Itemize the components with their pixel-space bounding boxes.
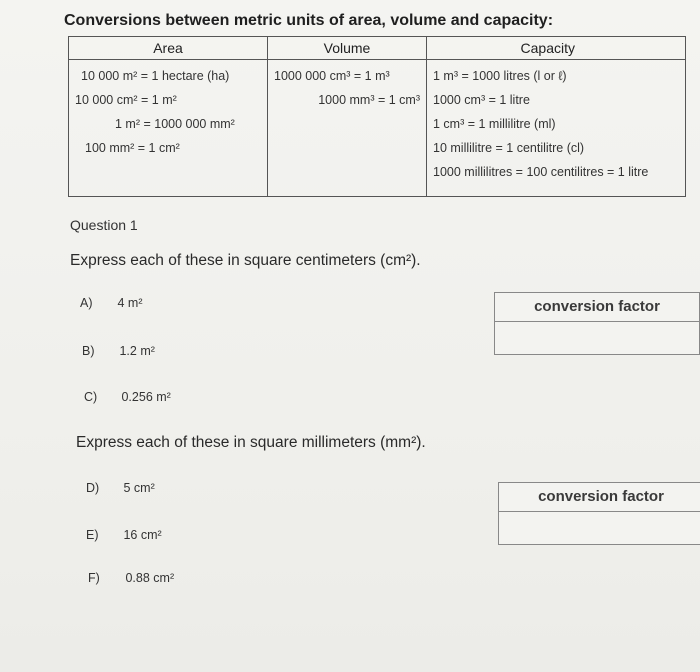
- conversion-factor-box-2: [498, 482, 700, 545]
- area-column: [69, 60, 268, 197]
- item-value: 0.88 cm²: [125, 571, 175, 585]
- item-value: 4 m²: [117, 296, 143, 310]
- area-row: 100 mm² = 1 cm²: [85, 141, 180, 155]
- item-value: 16 cm²: [123, 528, 162, 542]
- conversion-table: [68, 36, 686, 197]
- question-label: Question 1: [70, 217, 138, 233]
- item-letter: D): [86, 481, 100, 495]
- volume-row: 1000 mm³ = 1 cm³: [318, 93, 420, 107]
- page-title: Conversions between metric units of area, volume and capacity:: [64, 12, 554, 29]
- instruction-square-centimeters: Express each of these in square centimeters (cm²).: [70, 252, 421, 269]
- item-letter: A): [80, 296, 93, 310]
- item-value: 1.2 m²: [119, 344, 155, 358]
- conversion-factor-answer-field[interactable]: [499, 512, 700, 544]
- item-letter: B): [82, 344, 95, 358]
- capacity-row: 1 cm³ = 1 millilitre (ml): [433, 117, 556, 131]
- item-letter: F): [88, 571, 100, 585]
- capacity-row: 10 millilitre = 1 centilitre (cl): [433, 141, 585, 155]
- capacity-row: 1 m³ = 1000 litres (l or ℓ): [433, 69, 567, 83]
- question-item-b: [82, 344, 155, 358]
- item-value: 5 cm²: [123, 481, 155, 495]
- conversion-factor-header: conversion factor: [499, 483, 700, 512]
- volume-column: [268, 60, 427, 197]
- header-capacity: Capacity: [427, 37, 686, 60]
- item-value: 0.256 m²: [121, 390, 171, 404]
- question-item-c: [84, 390, 171, 404]
- conversion-factor-answer-field[interactable]: [495, 322, 699, 354]
- question-item-a: [80, 296, 142, 310]
- capacity-column: [427, 60, 686, 197]
- item-letter: E): [86, 528, 99, 542]
- item-letter: C): [84, 390, 98, 404]
- conversion-factor-header: conversion factor: [495, 293, 699, 322]
- area-row: 1 m² = 1000 000 mm²: [115, 117, 235, 131]
- capacity-row: 1000 millilitres = 100 centilitres = 1 litre: [433, 165, 649, 179]
- header-volume: Volume: [268, 37, 427, 60]
- area-row: 10 000 m² = 1 hectare (ha): [81, 69, 230, 83]
- question-item-d: [86, 481, 155, 495]
- capacity-row: 1000 cm³ = 1 litre: [433, 93, 530, 107]
- conversion-factor-box-1: [494, 292, 700, 355]
- header-area: Area: [69, 37, 268, 60]
- question-item-f: [88, 571, 174, 585]
- volume-row: 1000 000 cm³ = 1 m³: [274, 69, 390, 83]
- area-row: 10 000 cm² = 1 m²: [75, 93, 177, 107]
- question-item-e: [86, 528, 162, 542]
- instruction-square-millimeters: Express each of these in square millimeters (mm²).: [76, 434, 426, 451]
